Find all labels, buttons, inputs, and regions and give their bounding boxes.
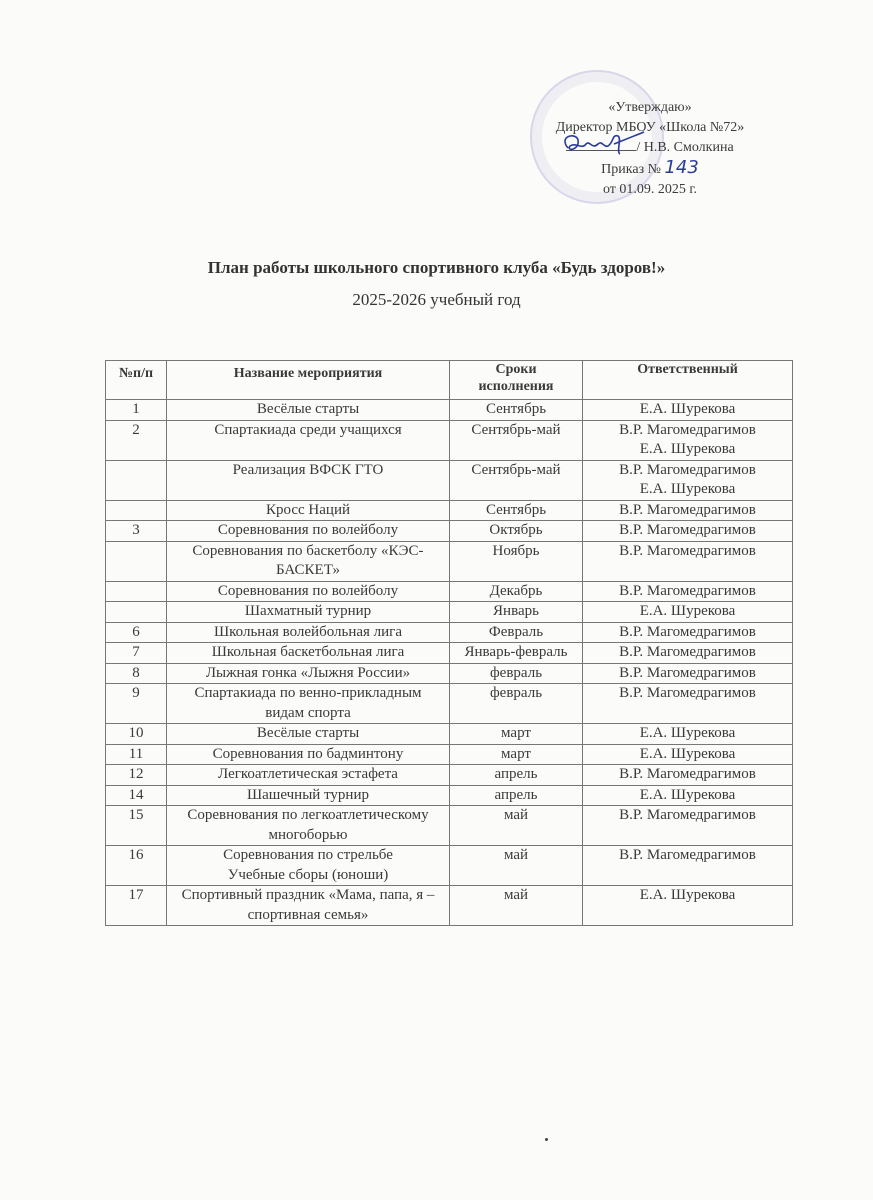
cell-responsible: В.Р. Магомедрагимов Е.А. Шурекова [583, 460, 793, 500]
cell-dates: февраль [450, 663, 583, 684]
table-row [106, 622, 793, 643]
cell-event: Соревнования по бадминтону [167, 744, 450, 765]
header-dates [450, 361, 583, 400]
cell-event: Кросс Наций [167, 500, 450, 521]
cell-number: 15 [106, 806, 167, 846]
cell-number: 6 [106, 622, 167, 643]
cell-dates: февраль [450, 684, 583, 724]
table-row [106, 886, 793, 926]
cell-event: Весёлые старты [167, 400, 450, 421]
cell-event: Весёлые старты [167, 724, 450, 745]
approval-heading: «Утверждаю» [608, 100, 692, 115]
cell-event: Соревнования по стрельбе Учебные сборы (юноши) [167, 846, 450, 886]
cell-number: 10 [106, 724, 167, 745]
cell-responsible: Е.А. Шурекова [583, 785, 793, 806]
cell-dates: май [450, 886, 583, 926]
table-row [106, 684, 793, 724]
cell-number [106, 500, 167, 521]
cell-responsible: В.Р. Магомедрагимов [583, 765, 793, 786]
cell-dates: Февраль [450, 622, 583, 643]
cell-responsible: Е.А. Шурекова [583, 744, 793, 765]
cell-number: 12 [106, 765, 167, 786]
cell-event: Шашечный турнир [167, 785, 450, 806]
cell-event: Спартакиада среди учащихся [167, 420, 450, 460]
cell-responsible: Е.А. Шурекова [583, 724, 793, 745]
cell-dates: апрель [450, 785, 583, 806]
table-header-row [106, 361, 793, 400]
cell-responsible: В.Р. Магомедрагимов [583, 663, 793, 684]
table-row [106, 420, 793, 460]
header-number: №п/п [106, 361, 167, 400]
table-row [106, 602, 793, 623]
order-number: 143 [664, 157, 699, 178]
table-row [106, 744, 793, 765]
director-title: Директор МБОУ «Школа №72» [555, 120, 745, 135]
table-row [106, 400, 793, 421]
cell-event: Соревнования по баскетболу «КЭС-БАСКЕТ» [167, 541, 450, 581]
cell-dates: апрель [450, 765, 583, 786]
cell-event: Лыжная гонка «Лыжня России» [167, 663, 450, 684]
academic-year: 2025-2026 учебный год [352, 290, 521, 309]
cell-responsible: В.Р. Магомедрагимов Е.А. Шурекова [583, 420, 793, 460]
table-row [106, 500, 793, 521]
header-event: Название мероприятия [167, 361, 450, 400]
cell-number: 2 [106, 420, 167, 460]
cell-number: 14 [106, 785, 167, 806]
cell-responsible: Е.А. Шурекова [583, 886, 793, 926]
cell-responsible: В.Р. Магомедрагимов [583, 622, 793, 643]
table-row [106, 460, 793, 500]
cell-dates: Декабрь [450, 581, 583, 602]
scan-speck [545, 1138, 548, 1141]
header-responsible: Ответственный [583, 361, 793, 400]
cell-number [106, 541, 167, 581]
cell-event: Реализация ВФСК ГТО [167, 460, 450, 500]
cell-number: 17 [106, 886, 167, 926]
document-title: План работы школьного спортивного клуба «Будь здоров!» [207, 258, 666, 277]
cell-dates: Сентябрь [450, 400, 583, 421]
cell-responsible: Е.А. Шурекова [583, 400, 793, 421]
table-row [106, 806, 793, 846]
events-table [105, 360, 793, 926]
cell-dates: Октябрь [450, 521, 583, 542]
cell-event: Легкоатлетическая эстафета [167, 765, 450, 786]
signature [556, 128, 646, 160]
table-row [106, 663, 793, 684]
cell-number: 8 [106, 663, 167, 684]
cell-dates: май [450, 806, 583, 846]
table-row [106, 581, 793, 602]
cell-dates: Ноябрь [450, 541, 583, 581]
cell-dates: Сентябрь [450, 500, 583, 521]
cell-responsible: Е.А. Шурекова [583, 602, 793, 623]
cell-responsible: В.Р. Магомедрагимов [583, 521, 793, 542]
cell-dates: Январь-февраль [450, 643, 583, 664]
cell-dates: Сентябрь-май [450, 460, 583, 500]
cell-number [106, 602, 167, 623]
cell-responsible: В.Р. Магомедрагимов [583, 581, 793, 602]
cell-responsible: В.Р. Магомедрагимов [583, 846, 793, 886]
cell-event: Спортивный праздник «Мама, папа, я – спортивная семья» [167, 886, 450, 926]
table-row [106, 785, 793, 806]
cell-number: 16 [106, 846, 167, 886]
cell-responsible: В.Р. Магомедрагимов [583, 541, 793, 581]
table-row [106, 521, 793, 542]
cell-number: 3 [106, 521, 167, 542]
cell-event: Спартакиада по венно-прикладным видам спорта [167, 684, 450, 724]
table-row [106, 846, 793, 886]
table-row [106, 724, 793, 745]
cell-number: 11 [106, 744, 167, 765]
cell-event: Соревнования по волейболу [167, 521, 450, 542]
approval-date: от 01.09. 2025 г. [602, 182, 698, 197]
cell-dates: март [450, 744, 583, 765]
cell-responsible: В.Р. Магомедрагимов [583, 500, 793, 521]
cell-dates: Январь [450, 602, 583, 623]
table-row [106, 541, 793, 581]
cell-number: 7 [106, 643, 167, 664]
cell-dates: март [450, 724, 583, 745]
order-line [520, 158, 780, 180]
header-dates-label: Сроки исполнения [478, 362, 554, 394]
cell-responsible: В.Р. Магомедрагимов [583, 806, 793, 846]
cell-number [106, 460, 167, 500]
cell-dates: Сентябрь-май [450, 420, 583, 460]
table-row [106, 765, 793, 786]
cell-responsible: В.Р. Магомедрагимов [583, 643, 793, 664]
cell-number [106, 581, 167, 602]
cell-event: Шахматный турнир [167, 602, 450, 623]
cell-event: Соревнования по легкоатлетическому многоборью [167, 806, 450, 846]
cell-event: Соревнования по волейболу [167, 581, 450, 602]
cell-responsible: В.Р. Магомедрагимов [583, 684, 793, 724]
director-name: / Н.В. Смолкина [636, 140, 734, 155]
cell-number: 1 [106, 400, 167, 421]
order-label: Приказ № [601, 162, 661, 177]
cell-number: 9 [106, 684, 167, 724]
cell-event: Школьная волейбольная лига [167, 622, 450, 643]
cell-event: Школьная баскетбольная лига [167, 643, 450, 664]
table-row [106, 643, 793, 664]
cell-dates: май [450, 846, 583, 886]
